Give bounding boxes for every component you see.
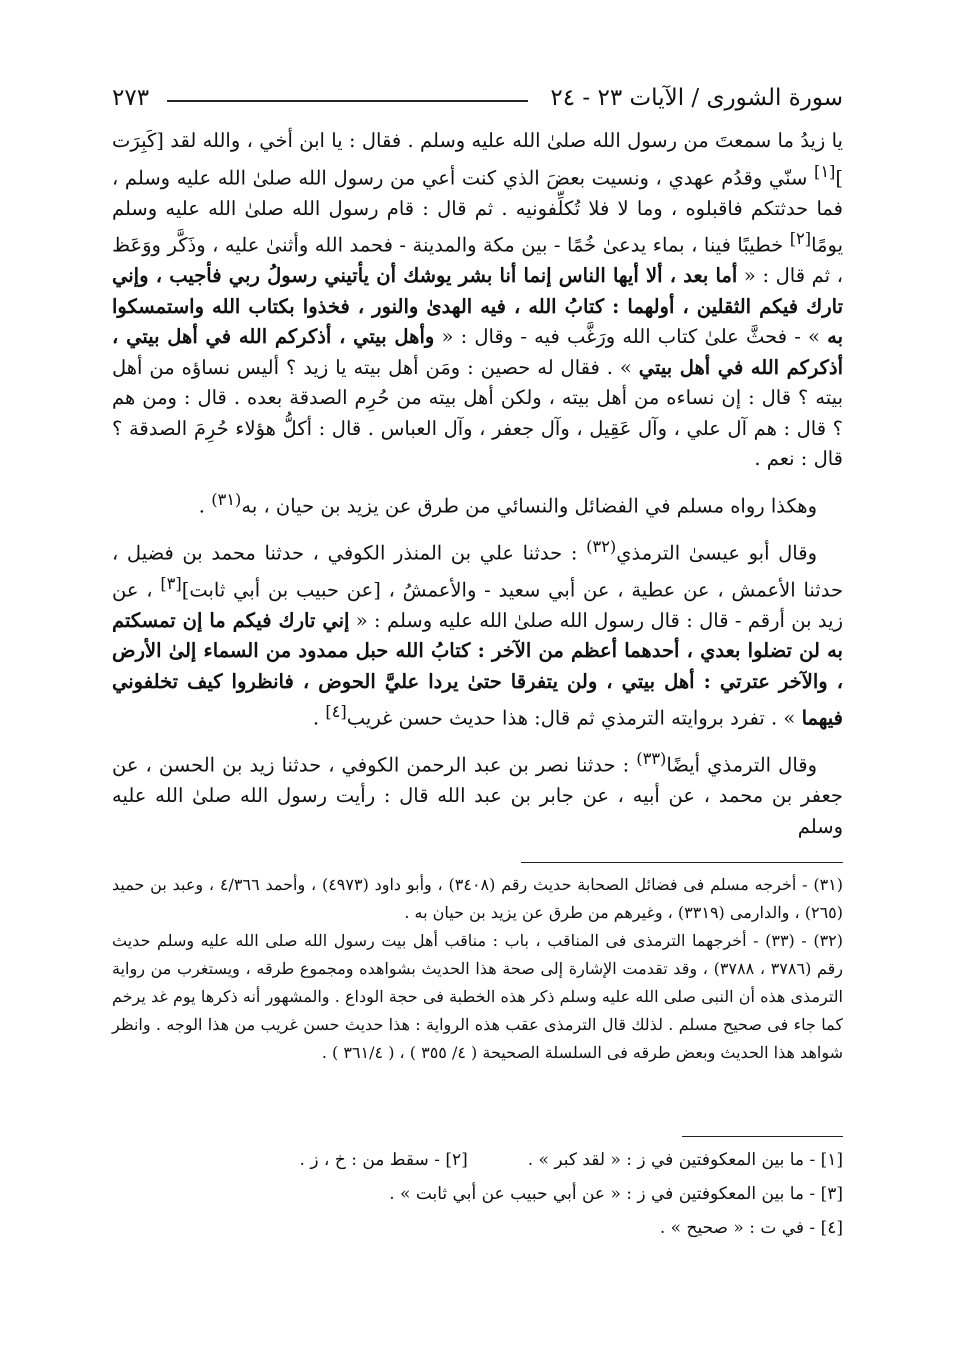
text-run: » . فقال له حصين : ومَن أهل بيته يا زيد ؟ أليس نساؤه من أهل بيته ؟ قال : إن نساءه من أهل بيته ، ولكن أهل بيته من حُرِم الصدقة بعده . قال : ومن هم ؟ قال : هم آل علي ، وآل عَقِيل ، وآل جعفر ، وآل العباس . قال : أكلُّ هؤلاء حُرِمَ الصدقة ؟ قال : نعم . xyxy=(112,355,843,470)
header-rule xyxy=(167,100,528,102)
footnote-ref: (٣١) xyxy=(211,489,242,509)
text-run: . xyxy=(312,706,326,730)
note-1: [١] - ما بين المعكوفتين في ز : « لقد كبر » . xyxy=(527,1150,843,1170)
hadith-quote: إني تارك فيكم ما إن تمسكتم به لن تضلوا بعدي ، أحدهما أعظم من الآخر : كتابُ الله حبل ممدود من السماء إلىٰ الأرض ، والآخر عترتي : أهل بيتي ، ولن يتفرقا حتىٰ يردا عليَّ الحوض ، فانظروا كيف تخلفوني فيهما xyxy=(112,608,843,730)
text-run: وهكذا رواه مسلم في الفضائل والنسائي من طرق عن يزيد بن حيان ، به xyxy=(241,494,817,517)
paragraph-3 xyxy=(112,532,843,735)
hadith-quote: أما بعد ، ألا أيها الناس إنما أنا بشر يوشك أن يأتيني رسولُ ربي فأجيب ، وإني تارك فيكم الثقلين ، أولهما : كتابُ الله ، فيه الهدىٰ والنور ، فخذوا بكتاب الله واستمسكوا به xyxy=(112,264,843,348)
text-run: . xyxy=(198,494,212,517)
main-text xyxy=(112,126,843,852)
paragraph-4 xyxy=(112,744,843,842)
footnote-rule xyxy=(521,862,843,863)
editor-notes xyxy=(112,1130,843,1247)
note-2: [٢] - سقط من : خ ، ز . xyxy=(299,1150,468,1170)
note-ref: [٣] xyxy=(160,573,182,593)
text-run: يا زيدُ ما سمعتَ من رسول الله صلىٰ الله عليه وسلم . فقال : يا ابن أخي ، والله لقد [كَبِرَت ] xyxy=(112,129,843,189)
page-number: ٢٧٣ xyxy=(112,85,150,111)
footnotes xyxy=(112,856,843,1067)
chapter-title: سورة الشورى / الآيات ٢٣ - ٢٤ xyxy=(550,85,843,111)
text-run: » - فحثَّ علىٰ كتاب الله ورَغَّب فيه - وقال : « xyxy=(434,325,828,348)
note-ref: [١] xyxy=(813,161,836,181)
text-run: : حدثنا نصر بن عبد الرحمن الكوفي ، حدثنا زيد بن الحسن ، عن جعفر بن محمد ، عن أبيه ، عن جابر بن عبد الله قال : رأيت رسول الله صلىٰ الله عليه وسلم xyxy=(112,753,843,838)
paragraph-2 xyxy=(112,485,843,522)
text-run: ، عن زيد بن أرقم - قال : قال رسول الله صلىٰ الله عليه وسلم : « xyxy=(112,578,843,632)
text-run: خطيبًا فينا ، بماء يدعىٰ خُمًا - بين مكة والمدينة - فحمد الله وأثنىٰ عليه ، وذَكَّر ووَعَظ ، ثم قال : « xyxy=(112,233,843,287)
text-run: : حدثنا علي بن المنذر الكوفي ، حدثنا محمد بن فضيل ، حدثنا الأعمش ، عن عطية ، عن أبي سعيد - والأعمشُ ، [عن حبيب بن أبي ثابت] xyxy=(112,541,844,601)
note-3: [٣] - ما بين المعكوفتين في ز : « عن أبي حبيب عن أبي ثابت » . xyxy=(389,1184,843,1204)
page-header xyxy=(112,80,843,116)
text-run: » . تفرد بروايته الترمذي ثم قال: هذا حديث حسن غريب xyxy=(346,706,802,730)
notes-rule xyxy=(682,1136,843,1137)
text-run: سنّي وقدُم عهدي ، ونسيت بعضَ الذي كنت أعي من رسول الله صلىٰ الله عليه وسلم ، فما حدثتكم فاقبلوه ، وما لا فلا تُكلِّفونيه . ثم قال : قام رسول الله صلىٰ الله عليه وسلم يومًا xyxy=(112,166,843,257)
note-ref: [٢] xyxy=(789,229,812,248)
footnote-32-33: (٣٢) - (٣٣) - أخرجهما الترمذى فى المناقب ، باب : مناقب أهل بيت رسول الله صلى الله عليه وسلم حديث رقم (٣٧٨٦ ، ٣٧٨٨) ، وقد تقدمت الإشارة إلى صحة هذا الحديث بشواهده ومجموع طرقه ، ويستغرب من رواية الترمذى هذه أن النبى صلى الله عليه وسلم ذكر هذه الخطبة فى حجة الوداع . والمشهور أنه ذكرها يوم غد يرخم كما جاء فى صحيح مسلم . لذلك قال الترمذى عقب هذه الرواية : هذا حديث حسن غريب من هذا الوجه . وانظر شواهد هذا الحديث وبعض طرقه فى السلسلة الصحيحة ( ٤/ ٣٥٥ ) ، ( ٣٦١/٤ ) . xyxy=(112,931,844,1062)
notes-row xyxy=(112,1145,843,1175)
text-run: وقال أبو عيسىٰ الترمذي xyxy=(616,541,817,564)
footnote-31: (٣١) - أخرجه مسلم فى فضائل الصحابة حديث رقم (٣٤٠٨) ، وأبو داود (٤٩٧٣) ، وأحمد ٤/٣٦٦ ، وعبد بن حميد (٢٦٥) ، والدارمى (٣٣١٩) ، وغيرهم من طرق عن يزيد بن حيان به . xyxy=(112,875,843,922)
footnote-ref: (٣٣) xyxy=(636,749,667,768)
paragraph-1 xyxy=(112,126,843,475)
footnote-ref: (٣٢) xyxy=(586,536,617,556)
hadith-quote: وأهل بيتي ، أذكركم الله في أهل بيتي ، أذكركم الله في أهل بيتي xyxy=(112,325,843,379)
note-4: [٤] - في ت : « صحيح » . xyxy=(659,1218,843,1238)
text-run: وقال الترمذي أيضًا xyxy=(666,753,817,777)
note-ref: [٤] xyxy=(325,702,347,721)
